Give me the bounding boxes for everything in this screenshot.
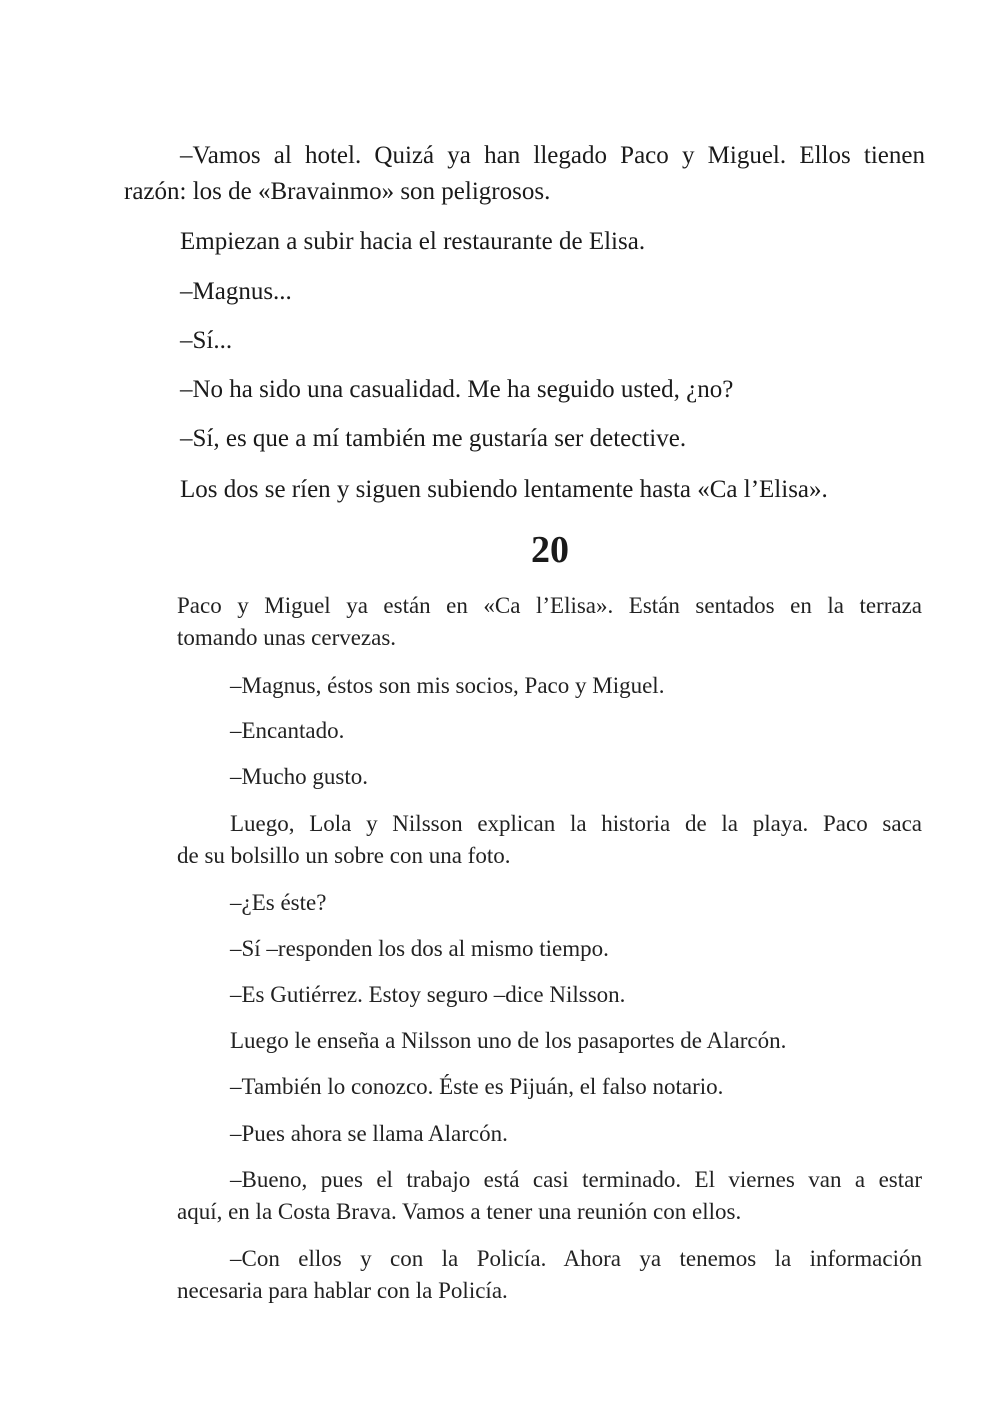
ch20-paragraph-11: –Pues ahora se llama Alarcón.: [230, 1121, 508, 1146]
ch20-paragraph-12-line-2: aquí, en la Costa Brava. Vamos a tener una reunión con ellos.: [177, 1199, 742, 1224]
paragraph-7: Los dos se ríen y siguen subiendo lentamente hasta «Ca l’Elisa».: [180, 476, 828, 503]
paragraph-6: –Sí, es que a mí también me gustaría ser detective.: [180, 425, 687, 452]
ch20-paragraph-10: –También lo conozco. Éste es Pijuán, el falso notario.: [230, 1074, 724, 1099]
ch20-paragraph-1-line-2: tomando unas cervezas.: [177, 625, 397, 650]
ch20-paragraph-9: Luego le enseña a Nilsson uno de los pasaportes de Alarcón.: [230, 1028, 787, 1053]
ch20-paragraph-8: –Es Gutiérrez. Estoy seguro –dice Nilsson.: [230, 982, 626, 1007]
paragraph-2: Empiezan a subir hacia el restaurante de Elisa.: [180, 228, 646, 255]
ch20-paragraph-3: –Encantado.: [230, 718, 345, 743]
paragraph-5: –No ha sido una casualidad. Me ha seguido usted, ¿no?: [180, 376, 734, 403]
ch20-paragraph-5-line-1: Luego, Lola y Nilsson explican la historia de la playa. Paco saca: [230, 811, 922, 836]
ch20-paragraph-1-line-1: Paco y Miguel ya están en «Ca l’Elisa». Están sentados en la terraza: [177, 593, 922, 618]
paragraph-4: –Sí...: [180, 327, 233, 354]
ch20-paragraph-5-line-2: de su bolsillo un sobre con una foto.: [177, 843, 511, 868]
ch20-paragraph-2: –Magnus, éstos son mis socios, Paco y Miguel.: [230, 673, 665, 698]
ch20-paragraph-12-line-1: –Bueno, pues el trabajo está casi terminado. El viernes van a estar: [230, 1167, 922, 1192]
paragraph-1-line-1: –Vamos al hotel. Quizá ya han llegado Paco y Miguel. Ellos tienen: [180, 142, 925, 169]
chapter-number: 20: [531, 529, 569, 571]
ch20-paragraph-13-line-1: –Con ellos y con la Policía. Ahora ya tenemos la información: [230, 1246, 922, 1271]
paragraph-3: –Magnus...: [180, 278, 292, 305]
paragraph-1-line-2: razón: los de «Bravainmo» son peligrosos.: [124, 178, 551, 205]
ch20-paragraph-6: –¿Es éste?: [230, 890, 327, 915]
ch20-paragraph-4: –Mucho gusto.: [230, 764, 368, 789]
ch20-paragraph-7: –Sí –responden los dos al mismo tiempo.: [230, 936, 609, 961]
ch20-paragraph-13-line-2: necesaria para hablar con la Policía.: [177, 1278, 508, 1303]
